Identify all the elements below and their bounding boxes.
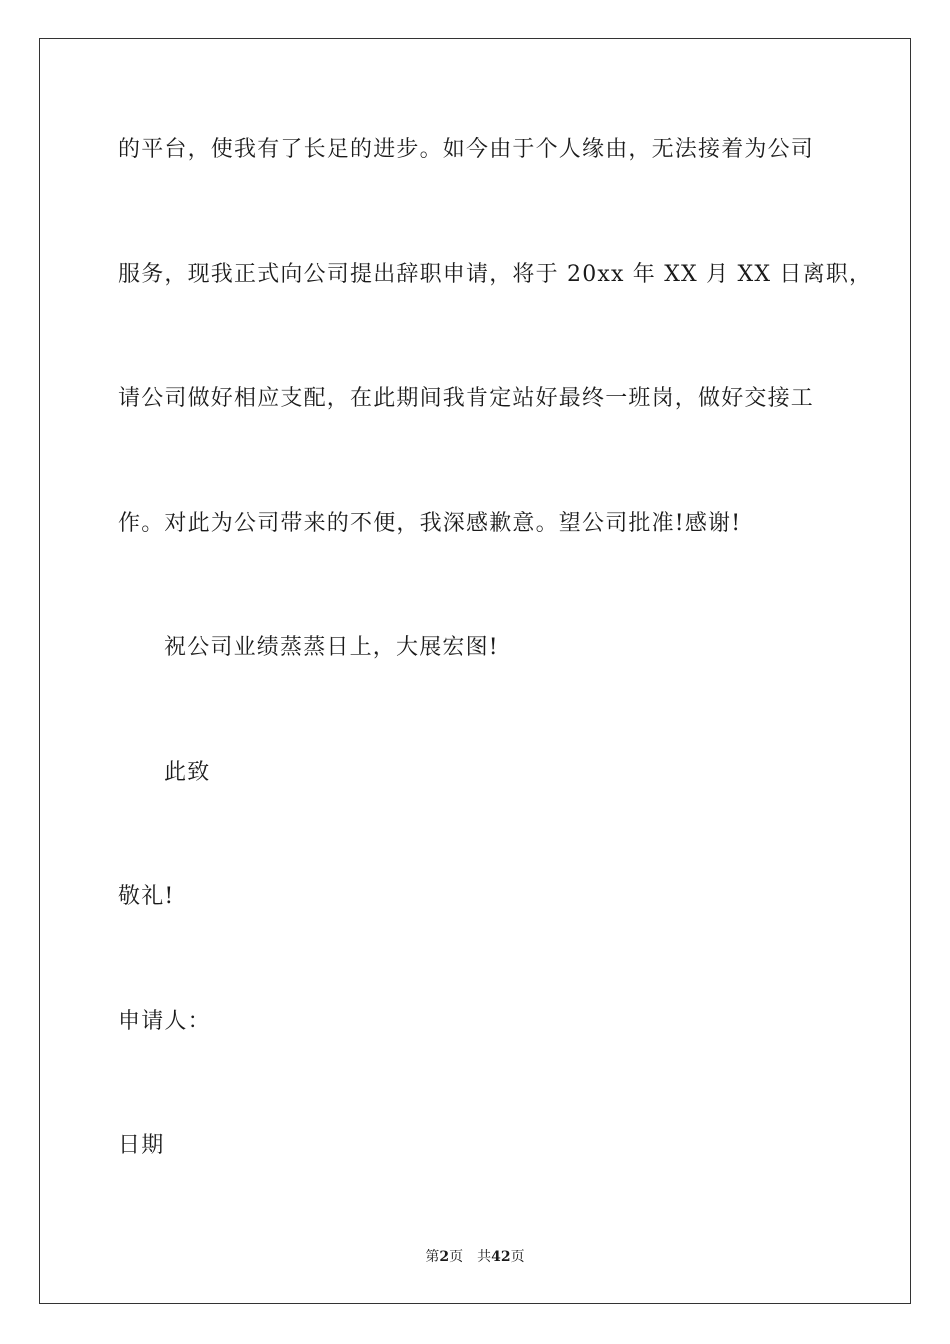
footer-total-prefix: 共 [477,1249,492,1265]
page-border [39,38,911,1304]
body-line-1: 的平台，使我有了长足的进步。如今由于个人缘由，无法接着为公司 [118,137,815,162]
body-line-4: 作。对此为公司带来的不便，我深感歉意。望公司批准!感谢! [118,511,742,536]
footer-total-suffix: 页 [510,1249,525,1265]
salutation-cizhi: 此致 [164,760,211,785]
body-line-3: 请公司做好相应支配，在此期间我肯定站好最终一班岗，做好交接工 [118,386,815,411]
footer-page-suffix: 页 [449,1249,464,1265]
body-line-2: 服务，现我正式向公司提出辞职申请，将于 20xx 年 XX 月 XX 日离职， [118,262,873,287]
date-label: 日期 [118,1133,165,1158]
footer-page-prefix: 第 [425,1249,440,1265]
closing-wish: 祝公司业绩蒸蒸日上，大展宏图! [164,635,499,660]
footer-page-number: 2 [439,1249,450,1265]
applicant-label: 申请人： [118,1009,211,1034]
page-footer [0,1248,950,1266]
footer-total-pages: 42 [491,1249,511,1265]
salutation-jingli: 敬礼! [118,884,175,909]
